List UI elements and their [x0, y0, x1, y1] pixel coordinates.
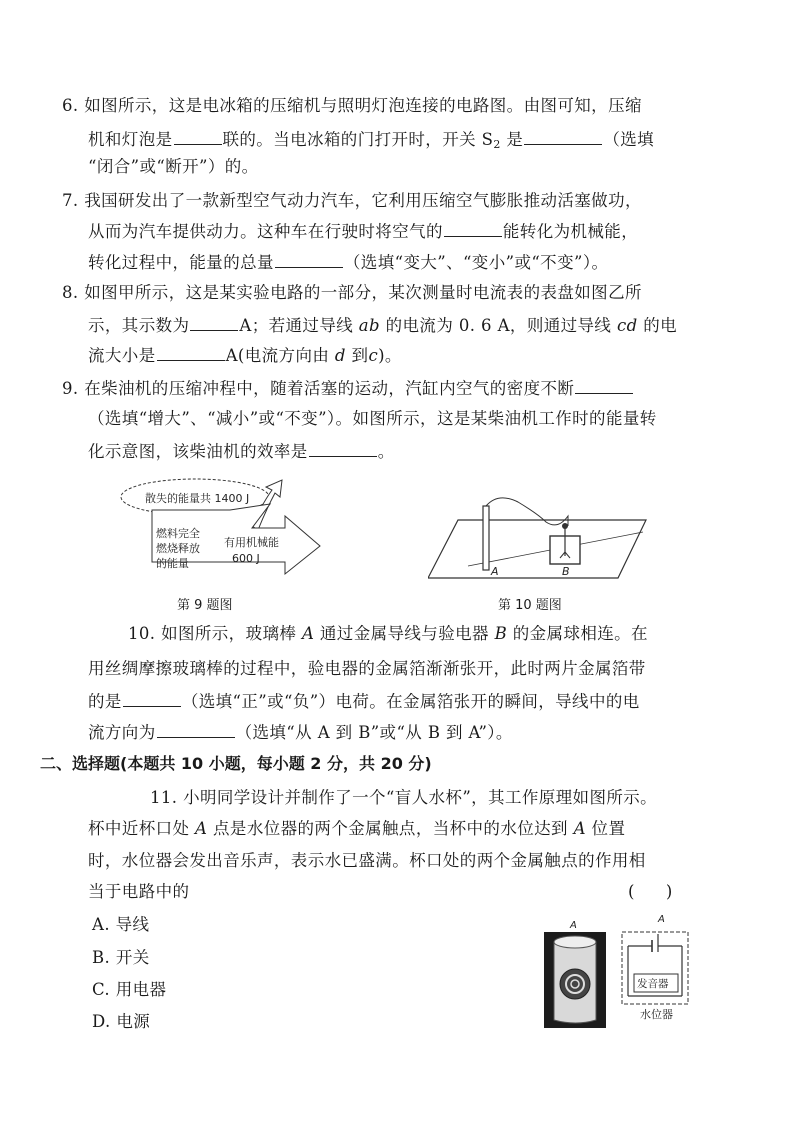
- answer-blank[interactable]: [174, 128, 222, 145]
- fuel-label-3: 的能量: [156, 557, 189, 570]
- useful-label-1: 有用机械能: [224, 536, 279, 549]
- q11-line1: 11. 小明同学设计并制作了一个“盲人水杯”，其工作原理如图所示。: [150, 788, 658, 807]
- q10-line3: 的是 （选填“正”或“负”）电荷。在金属箔张开的瞬间，导线中的电: [88, 692, 640, 711]
- q11-line4: 当于电路中的: [88, 882, 190, 901]
- q9-line2: （选填“增大”、“减小”或“不变”）。如图所示，这是某柴油机工作时的能量转: [88, 409, 657, 428]
- useful-label-2: 600 J: [232, 552, 260, 565]
- answer-blank[interactable]: [157, 344, 225, 361]
- q8-line2: 示，其示数为 A；若通过导线 ab 的电流为 0. 6 A，则通过导线 cd 的电: [88, 316, 678, 335]
- q10-line4: 流方向为 （选填“从 A 到 B”或“从 B 到 A”）。: [88, 723, 513, 742]
- q6-line1: 6. 如图所示，这是电冰箱的压缩机与照明灯泡连接的电路图。由图可知，压缩: [62, 96, 642, 115]
- option-c[interactable]: C. 用电器: [92, 980, 167, 999]
- answer-blank[interactable]: [524, 128, 602, 145]
- q11-line2: 杯中近杯口处 A 点是水位器的两个金属触点，当杯中的水位达到 A 位置: [88, 819, 626, 838]
- q6-line2: 机和灯泡是 联的。当电冰箱的门打开时，开关 $S_2$ 是 （选填: [88, 130, 655, 151]
- section-2-header: 二、选择题(本题共 10 小题，每小题 2 分，共 20 分): [40, 754, 432, 773]
- figure-9-caption: 第 9 题图: [177, 598, 233, 613]
- fuel-label-1: 燃料完全: [156, 527, 200, 540]
- q10-line1: 10. 如图所示，玻璃棒 A 通过金属导线与验电器 B 的金属球相连。在: [128, 624, 648, 643]
- figure-10-caption: 第 10 题图: [498, 598, 562, 613]
- answer-blank[interactable]: [123, 690, 181, 707]
- metal-ball: [562, 523, 568, 529]
- metal-wire: [486, 498, 568, 526]
- option-b[interactable]: B. 开关: [92, 948, 150, 967]
- q9-line1: 9. 在柴油机的压缩冲程中，随着活塞的运动，汽缸内空气的密度不断: [62, 377, 634, 400]
- q8-line1: 8. 如图甲所示，这是某实验电路的一部分，某次测量时电流表的表盘如图乙所: [62, 283, 642, 302]
- option-a[interactable]: A. 导线: [92, 915, 150, 934]
- answer-blank[interactable]: [309, 440, 377, 457]
- q7-line3: 转化过程中，能量的总量 （选填“变大”、“变小”或“不变”）。: [88, 253, 609, 272]
- lost-energy-label: 散失的能量共 1400 J: [145, 492, 250, 505]
- q6-line3: “闭合”或“断开”）的。: [88, 157, 259, 176]
- table-plane: [428, 520, 646, 578]
- answer-blank[interactable]: [190, 314, 238, 331]
- answer-blank[interactable]: [444, 220, 502, 237]
- label-b: B: [562, 565, 570, 578]
- circuit-label-a: A: [658, 914, 665, 925]
- cup-rim: [554, 936, 596, 948]
- q11-line3: 时，水位器会发出音乐声，表示水已盛满。杯口处的两个金属触点的作用相: [88, 851, 646, 870]
- figure-9-energy-diagram: [120, 478, 330, 578]
- level-sensor-dashed-box: [622, 932, 688, 1004]
- answer-parentheses[interactable]: ( ): [628, 882, 673, 901]
- q8-line3: 流大小是 A(电流方向由 d 到c)。: [88, 346, 402, 365]
- answer-blank[interactable]: [575, 377, 633, 394]
- figure-11-cup-diagram: [540, 910, 700, 1032]
- figure-10-electroscope-diagram: [428, 492, 648, 584]
- cup-label-a: A: [570, 920, 577, 931]
- buzzer-label: 发音器: [637, 978, 669, 990]
- q9-line3: 化示意图，该柴油机的效率是 。: [88, 442, 395, 461]
- fuel-label-2: 燃烧释放: [156, 542, 200, 555]
- answer-blank[interactable]: [157, 721, 235, 738]
- q10-line2: 用丝绸摩擦玻璃棒的过程中，验电器的金属箔渐渐张开，此时两片金属箔带: [88, 659, 646, 678]
- glass-rod: [483, 506, 489, 570]
- level-sensor-label: 水位器: [640, 1008, 673, 1021]
- label-a: A: [491, 565, 499, 578]
- option-d[interactable]: D. 电源: [92, 1012, 151, 1031]
- q7-line1: 7. 我国研发出了一款新型空气动力汽车，它利用压缩空气膨胀推动活塞做功，: [62, 191, 642, 210]
- cup-emblem: [560, 969, 590, 999]
- q7-line2: 从而为汽车提供动力。这种车在行驶时将空气的 能转化为机械能，: [88, 222, 639, 241]
- answer-blank[interactable]: [275, 251, 343, 268]
